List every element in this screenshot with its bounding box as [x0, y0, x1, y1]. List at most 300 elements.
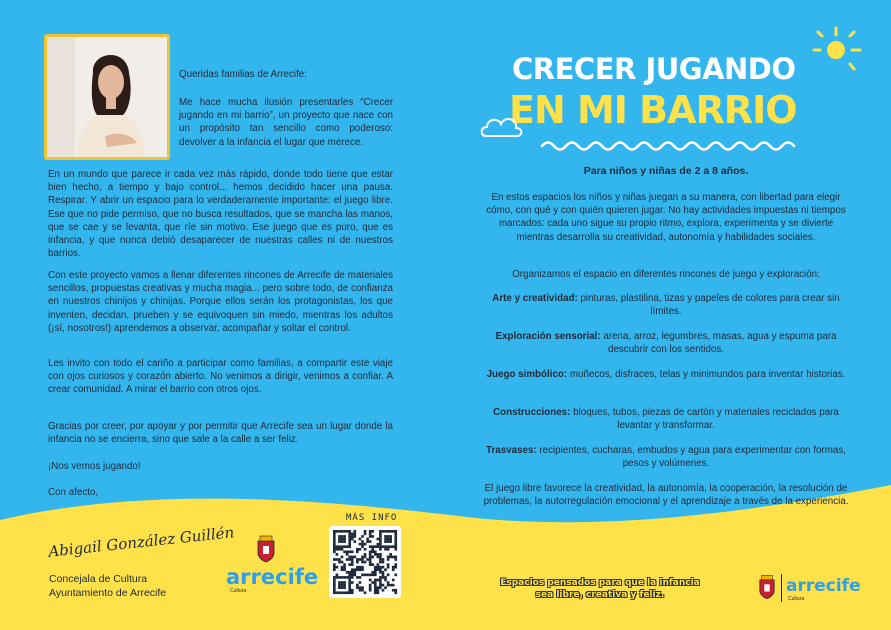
qr-module	[348, 581, 351, 584]
qr-module	[379, 581, 382, 584]
qr-module	[364, 556, 367, 559]
qr-module	[394, 574, 397, 577]
arrecife-logo-left: arrecife	[226, 565, 319, 589]
qr-module	[348, 550, 351, 553]
qr-module	[384, 538, 387, 541]
qr-module	[394, 589, 397, 592]
qr-module	[343, 576, 346, 579]
qr-module	[341, 561, 344, 564]
qr-module	[348, 556, 351, 559]
qr-module	[343, 563, 346, 566]
qr-module	[394, 535, 397, 538]
qr-module	[361, 586, 364, 589]
qr-module	[336, 576, 339, 579]
qr-module	[394, 543, 397, 546]
qr-module	[392, 589, 395, 592]
qr-module	[351, 589, 354, 592]
qr-module	[341, 591, 344, 594]
qr-module	[369, 579, 372, 582]
qr-module	[343, 568, 346, 571]
qr-module	[371, 571, 374, 574]
qr-module	[371, 556, 374, 559]
qr-module	[379, 543, 382, 546]
qr-module	[348, 574, 351, 577]
qr-module	[338, 586, 341, 589]
qr-module	[374, 568, 377, 571]
qr-module	[364, 553, 367, 556]
qr-module	[338, 581, 341, 584]
qr-module	[338, 530, 341, 533]
qr-module	[348, 591, 351, 594]
letter-paragraph-3: Con este proyecto vamos a llenar diferentes rincones de Arrecife de materiales sencillos, propuestas creativas y mucha magia... pero sobre todo, de confianza en nuestros chinijos y chinijas. Porque ellos serán los protagonistas, los que inventen, decidan, prueben y se equivoquen sin miedo, mientras los adultos (¡sí, nosotros!) aprendemos a observar, acompañar y soltar el control.	[48, 270, 393, 334]
qr-module	[377, 591, 380, 594]
qr-module	[387, 538, 390, 541]
corner-trasvases-text: recipientes, cucharas, embudos y agua para experimentar con formas, pesos y volúmenes.	[536, 445, 846, 470]
qr-module	[369, 584, 372, 587]
qr-module	[359, 568, 362, 571]
qr-module	[377, 566, 380, 569]
letter-paragraph-4: Les invito con todo el cariño a participar como familias, a compartir este viaje con ojos curiosos y corazón abierto. No venimos a dirigir, venimos a confiar. A crear comunidad. A mirar el barrio con otros ojos.	[48, 358, 393, 396]
qr-module	[392, 556, 395, 559]
qr-module	[351, 535, 354, 538]
qr-module	[353, 535, 356, 538]
qr-module	[348, 545, 351, 548]
qr-module	[387, 556, 390, 559]
portrait-photo	[47, 37, 167, 157]
qr-module	[356, 558, 359, 561]
qr-code[interactable]	[329, 526, 401, 598]
qr-module	[351, 550, 354, 553]
qr-module	[346, 545, 349, 548]
qr-module	[348, 579, 351, 582]
qr-module	[333, 543, 336, 546]
qr-module	[359, 566, 362, 569]
title-line-2: EN MI BARRIO	[509, 88, 797, 132]
qr-module	[379, 548, 382, 551]
qr-module	[356, 550, 359, 553]
qr-module	[379, 561, 382, 564]
qr-module	[361, 568, 364, 571]
qr-module	[379, 556, 382, 559]
qr-module	[338, 545, 341, 548]
qr-module	[361, 556, 364, 559]
signature-organization: Ayuntamiento de Arrecife	[49, 587, 167, 599]
qr-module	[377, 545, 380, 548]
qr-module	[336, 566, 339, 569]
qr-module	[369, 586, 372, 589]
qr-module	[348, 589, 351, 592]
qr-module	[382, 530, 385, 533]
qr-module	[384, 576, 387, 579]
coat-of-arms-icon	[256, 535, 276, 563]
qr-module	[351, 581, 354, 584]
qr-module	[346, 553, 349, 556]
qr-module	[361, 561, 364, 564]
qr-module	[377, 579, 380, 582]
qr-module	[336, 548, 339, 551]
qr-code-icon	[329, 526, 401, 598]
qr-module	[341, 586, 344, 589]
qr-module	[361, 535, 364, 538]
portrait-photo-frame	[44, 34, 170, 160]
qr-module	[369, 553, 372, 556]
qr-module	[359, 558, 362, 561]
qr-module	[374, 550, 377, 553]
qr-module	[353, 556, 356, 559]
intro-paragraph: En estos espacios los niños y niñas juegan a su manera, con libertad para elegir cómo, con qué y con quién quieren jugar. No hay actividades impuestas ni tiempos marcados: cada uno sigue su propio ritmo, explora, experimenta y se divierte mientras desarrolla su creatividad, autonomía y habilidades sociales.	[486, 192, 846, 243]
qr-module	[361, 566, 364, 569]
corner-sensorial-text: arena, arroz, legumbres, masas, agua y espuma para descubrir con los sentidos.	[600, 331, 837, 356]
qr-module	[353, 530, 356, 533]
qr-module	[343, 535, 346, 538]
qr-module	[356, 568, 359, 571]
qr-module	[353, 574, 356, 577]
qr-module	[374, 581, 377, 584]
qr-module	[336, 591, 339, 594]
coat-of-arms-icon-right	[758, 574, 776, 600]
qr-module	[379, 576, 382, 579]
qr-module	[392, 584, 395, 587]
qr-module	[371, 550, 374, 553]
qr-label: MÁS INFO	[346, 513, 398, 523]
qr-module	[369, 550, 372, 553]
qr-module	[377, 563, 380, 566]
qr-module	[379, 538, 382, 541]
qr-module	[343, 530, 346, 533]
qr-module	[364, 548, 367, 551]
qr-module	[374, 586, 377, 589]
qr-module	[361, 558, 364, 561]
qr-module	[387, 574, 390, 577]
qr-module	[387, 535, 390, 538]
qr-module	[338, 548, 341, 551]
qr-module	[374, 553, 377, 556]
qr-module	[371, 535, 374, 538]
qr-module	[392, 566, 395, 569]
age-subtitle: Para niños y niñas de 2 a 8 años.	[583, 165, 749, 177]
qr-module	[382, 576, 385, 579]
qr-module	[348, 538, 351, 541]
qr-module	[374, 584, 377, 587]
qr-module	[348, 584, 351, 587]
logo-divider	[781, 574, 782, 602]
qr-module	[338, 561, 341, 564]
qr-module	[389, 535, 392, 538]
qr-module	[379, 586, 382, 589]
qr-module	[356, 548, 359, 551]
qr-module	[348, 543, 351, 546]
qr-module	[343, 566, 346, 569]
qr-module	[392, 545, 395, 548]
qr-module	[364, 533, 367, 536]
qr-module	[356, 561, 359, 564]
qr-module	[387, 566, 390, 569]
qr-module	[377, 538, 380, 541]
qr-module	[353, 533, 356, 536]
qr-module	[369, 556, 372, 559]
qr-module	[336, 574, 339, 577]
qr-module	[382, 571, 385, 574]
qr-module	[384, 535, 387, 538]
tagline-line-2: sea libre, creativa y feliz.	[535, 590, 665, 600]
qr-module	[333, 579, 336, 582]
qr-module	[384, 586, 387, 589]
qr-module	[359, 576, 362, 579]
qr-module	[379, 545, 382, 548]
qr-module	[371, 548, 374, 551]
tagline	[470, 577, 730, 601]
qr-module	[394, 530, 397, 533]
qr-module	[382, 589, 385, 592]
qr-module	[343, 545, 346, 548]
qr-module	[351, 556, 354, 559]
corner-arte-text: pinturas, plastilina, tizas y papeles de colores para crear sin límites.	[577, 293, 840, 318]
corner-trasvases	[480, 444, 852, 470]
qr-module	[392, 568, 395, 571]
qr-module	[384, 545, 387, 548]
qr-module	[333, 540, 336, 543]
qr-module	[341, 576, 344, 579]
qr-module	[387, 548, 390, 551]
qr-module	[359, 538, 362, 541]
qr-module	[394, 545, 397, 548]
qr-module	[371, 581, 374, 584]
qr-module	[369, 535, 372, 538]
qr-module	[369, 563, 372, 566]
qr-module	[394, 548, 397, 551]
qr-module	[379, 568, 382, 571]
qr-module	[369, 558, 372, 561]
letter-closing: Con afecto,	[48, 487, 99, 498]
qr-module	[341, 540, 344, 543]
qr-module	[389, 584, 392, 587]
qr-module	[351, 571, 354, 574]
arrecife-logo-right-sub: Cultura	[788, 596, 805, 602]
qr-module	[359, 581, 362, 584]
qr-module	[351, 591, 354, 594]
qr-module	[341, 556, 344, 559]
qr-module	[336, 558, 339, 561]
wave-divider	[540, 138, 798, 154]
qr-module	[389, 556, 392, 559]
qr-module	[379, 535, 382, 538]
qr-module	[394, 540, 397, 543]
qr-module	[356, 586, 359, 589]
qr-module	[379, 558, 382, 561]
qr-module	[343, 538, 346, 541]
qr-module	[377, 568, 380, 571]
qr-module	[336, 553, 339, 556]
qr-module	[348, 576, 351, 579]
qr-module	[343, 591, 346, 594]
tagline-line-1: Espacios pensados para que la infancia	[500, 578, 700, 588]
qr-module	[351, 574, 354, 577]
qr-module	[333, 563, 336, 566]
qr-module	[338, 540, 341, 543]
qr-module	[369, 561, 372, 564]
qr-module	[356, 584, 359, 587]
handwritten-signature: Abigail González Guillén	[47, 523, 236, 561]
qr-module	[366, 540, 369, 543]
qr-module	[351, 568, 354, 571]
qr-module	[338, 584, 341, 587]
corner-construcciones-text: bloques, tubos, piezas de cartón y materiales reciclados para levantar y transformar.	[570, 407, 839, 432]
qr-module	[382, 561, 385, 564]
qr-module	[394, 538, 397, 541]
qr-module	[333, 581, 336, 584]
qr-module	[333, 558, 336, 561]
qr-module	[387, 530, 390, 533]
qr-module	[374, 589, 377, 592]
qr-module	[361, 589, 364, 592]
cloud-icon	[480, 112, 524, 140]
qr-module	[351, 533, 354, 536]
qr-module	[333, 586, 336, 589]
qr-module	[351, 558, 354, 561]
qr-module	[387, 558, 390, 561]
qr-module	[348, 540, 351, 543]
qr-module	[348, 563, 351, 566]
qr-module	[379, 533, 382, 536]
qr-module	[369, 533, 372, 536]
qr-module	[333, 530, 336, 533]
qr-module	[379, 566, 382, 569]
qr-module	[341, 568, 344, 571]
qr-module	[374, 579, 377, 582]
qr-module	[389, 540, 392, 543]
qr-module	[353, 571, 356, 574]
qr-module	[364, 543, 367, 546]
qr-module	[346, 571, 349, 574]
corner-sensorial-title: Exploración sensorial:	[495, 331, 601, 342]
qr-module	[387, 540, 390, 543]
qr-module	[384, 579, 387, 582]
qr-module	[359, 548, 362, 551]
qr-module	[343, 584, 346, 587]
qr-module	[336, 545, 339, 548]
signature-role: Concejala de Cultura	[49, 573, 148, 585]
qr-module	[356, 566, 359, 569]
qr-module	[338, 591, 341, 594]
qr-module	[394, 558, 397, 561]
qr-module	[359, 589, 362, 592]
qr-module	[341, 548, 344, 551]
corner-construcciones-title: Construcciones:	[493, 407, 571, 418]
conclusion-paragraph: El juego libre favorece la creatividad, la autonomía, la cooperación, la resolución de problemas, la autorregulación emocional y el aprendizaje a través de la experiencia.	[483, 483, 849, 508]
qr-module	[382, 574, 385, 577]
qr-module	[341, 535, 344, 538]
qr-module	[333, 568, 336, 571]
qr-module	[341, 566, 344, 569]
qr-module	[387, 545, 390, 548]
qr-module	[371, 574, 374, 577]
qr-module	[346, 558, 349, 561]
qr-module	[379, 571, 382, 574]
qr-module	[333, 566, 336, 569]
qr-module	[356, 576, 359, 579]
qr-module	[389, 553, 392, 556]
qr-module	[341, 581, 344, 584]
arrecife-logo-left-sub: Cultura	[230, 588, 247, 594]
corner-sensorial	[480, 330, 852, 356]
letter-paragraph-5: Gracias por creer, por apoyar y por permitir que Arrecife sea un lugar donde la infancia no se encierra, sino que sale a la calle a ser feliz.	[48, 421, 393, 446]
corner-simbolico-title: Juego simbólico:	[486, 369, 568, 380]
qr-module	[384, 530, 387, 533]
qr-module	[377, 553, 380, 556]
qr-module	[377, 556, 380, 559]
qr-module	[351, 576, 354, 579]
qr-module	[333, 584, 336, 587]
qr-module	[341, 538, 344, 541]
qr-module	[333, 545, 336, 548]
qr-module	[343, 540, 346, 543]
qr-module	[369, 540, 372, 543]
qr-module	[371, 563, 374, 566]
qr-module	[379, 540, 382, 543]
qr-module	[389, 530, 392, 533]
qr-module	[382, 545, 385, 548]
qr-module	[341, 530, 344, 533]
qr-module	[371, 545, 374, 548]
qr-module	[346, 550, 349, 553]
qr-module	[369, 589, 372, 592]
qr-module	[333, 591, 336, 594]
qr-module	[333, 576, 336, 579]
letter-greeting: Queridas familias de Arrecife:	[179, 69, 307, 80]
qr-module	[341, 545, 344, 548]
qr-module	[346, 530, 349, 533]
qr-module	[371, 530, 374, 533]
qr-module	[384, 568, 387, 571]
letter-paragraph-1: Me hace mucha ilusión presentarles “Crecer jugando en mi barrio”, un proyecto que nace con un propósito tan sencillo como poderoso: devolver a la infancia el lugar que merece.	[179, 97, 393, 148]
qr-module	[333, 533, 336, 536]
qr-module	[366, 558, 369, 561]
corner-simbolico-text: muñecos, disfraces, telas y minimundos para inventar historias.	[567, 369, 846, 380]
qr-module	[348, 535, 351, 538]
corner-arte-title: Arte y creatividad:	[492, 293, 578, 304]
qr-module	[379, 579, 382, 582]
qr-module	[394, 533, 397, 536]
corner-arte	[480, 292, 852, 318]
qr-module	[394, 591, 397, 594]
qr-module	[384, 548, 387, 551]
qr-module	[348, 558, 351, 561]
qr-module	[361, 540, 364, 543]
qr-module	[351, 563, 354, 566]
qr-module	[353, 568, 356, 571]
qr-module	[333, 589, 336, 592]
qr-module	[392, 530, 395, 533]
qr-module	[348, 533, 351, 536]
qr-module	[359, 586, 362, 589]
qr-module	[333, 550, 336, 553]
qr-module	[382, 558, 385, 561]
qr-module	[338, 535, 341, 538]
qr-module	[361, 574, 364, 577]
qr-module	[346, 576, 349, 579]
qr-module	[389, 545, 392, 548]
qr-module	[394, 566, 397, 569]
qr-module	[374, 574, 377, 577]
qr-module	[369, 530, 372, 533]
qr-module	[366, 574, 369, 577]
qr-module	[348, 571, 351, 574]
qr-module	[343, 550, 346, 553]
qr-module	[377, 543, 380, 546]
qr-module	[348, 586, 351, 589]
qr-module	[338, 538, 341, 541]
qr-module	[389, 538, 392, 541]
